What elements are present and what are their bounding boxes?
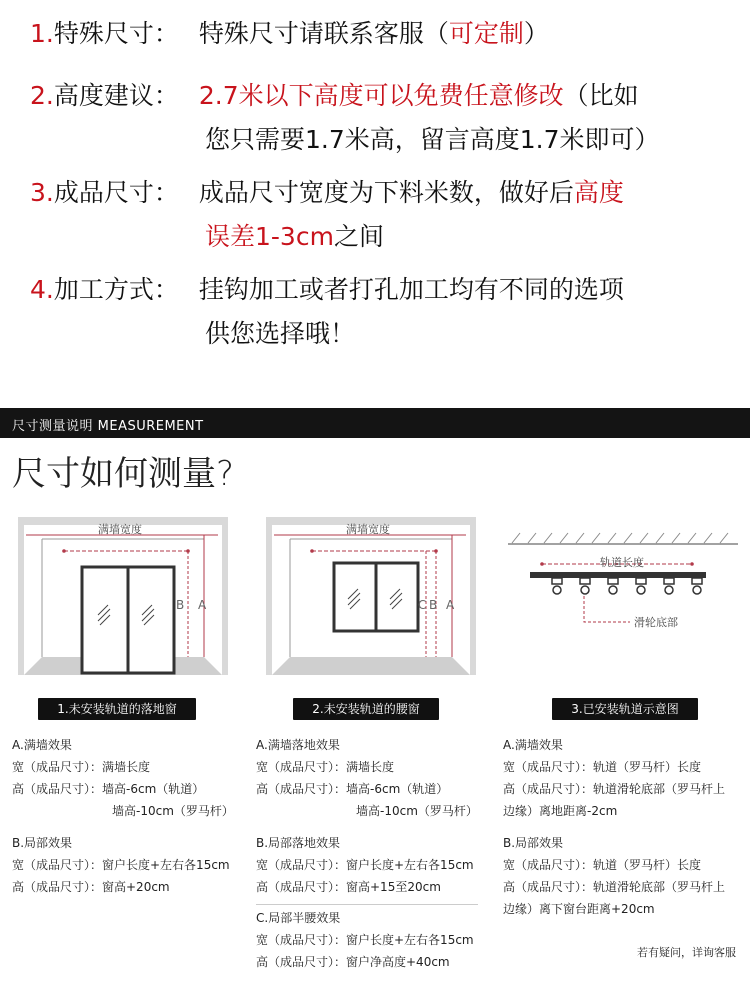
diagram-installed-track [508,530,738,640]
spec-line: 边缘）离下窗台距离+20cm [503,902,655,916]
note-text-segment: （比如 [563,81,639,110]
measurement-title: 尺寸如何测量? [12,454,235,494]
group-heading: B.局部效果 [503,836,564,850]
spec-line: 高（成品尺寸）：墙高-6cm（轨道） [256,782,449,796]
note-number: 3. [30,178,54,207]
group-heading: C.局部半腰效果 [256,911,341,925]
note-text-line2 [205,118,660,162]
dimension-c-label: C [418,598,427,612]
spec-line: 高（成品尺寸）：窗户净高度+40cm [256,955,450,969]
caption-installed-track: 3.已安装轨道示意图 [552,698,698,720]
note-text-segment: 可定制 [448,19,524,48]
group-full-wall-floor [256,734,496,822]
spec-line: 宽（成品尺寸）：满墙长度 [12,760,151,774]
spec-line: 宽（成品尺寸）：满墙长度 [256,760,395,774]
dimension-a-label: A [198,598,207,612]
wall-width-label: 满墙宽度 [346,523,390,536]
pulley-bottom-label: 滑轮底部 [634,616,678,629]
note-number: 4. [30,275,54,304]
spec-line: 宽（成品尺寸）：窗户长度+左右各15cm [12,858,230,872]
group-heading: A.满墙效果 [12,738,72,752]
note-text-segment: 成品尺寸宽度为下料米数，做好后 [198,178,574,207]
column-floor-window [12,734,252,898]
note-text-segment: 供您选择哦！ [205,319,356,348]
group-partial-floor [256,832,496,898]
spec-line: 宽（成品尺寸）：轨道（罗马杆）长度 [503,760,702,774]
diagram-half-window [266,515,476,695]
note-text-segment: 误差1-3cm [205,222,334,251]
spec-line: 高（成品尺寸）：墙高-6cm（轨道） [12,782,205,796]
note-text [199,178,624,207]
note-label: 特殊尺寸： [53,19,179,48]
group-full-wall [12,734,252,822]
note-text-segment: ） [523,19,549,48]
note-text-segment: 高度 [573,178,624,207]
note-label: 成品尺寸： [53,178,179,207]
group-partial-half [256,904,478,973]
dimension-a-label: A [446,598,455,612]
note-text-segment: 2.7米以下高度可以免费任意修改 [198,81,564,110]
note-number: 1. [30,19,54,48]
note-1 [30,12,549,56]
dimension-b-label: B [429,598,438,612]
spec-line: 高（成品尺寸）：窗高+20cm [12,880,170,894]
spec-line: 宽（成品尺寸）：窗户长度+左右各15cm [256,933,474,947]
footer-contact-note: 若有疑问，详询客服 [637,946,736,959]
spec-line: 边缘）离地距离-2cm [503,804,618,818]
note-2 [30,74,660,154]
note-4 [30,268,624,348]
spec-line: 宽（成品尺寸）：轨道（罗马杆）长度 [503,858,702,872]
caption-floor-window: 1.未安装轨道的落地窗 [38,698,196,720]
note-3 [30,171,624,251]
column-installed-track [503,734,743,920]
note-text-segment: 之间 [333,222,384,251]
diagram-floor-window [18,515,228,695]
note-number: 2. [30,81,54,110]
group-heading: B.局部落地效果 [256,836,341,850]
spec-line: 墙高-10cm（罗马杆） [112,804,234,818]
note-label: 加工方式： [53,275,179,304]
note-text-segment: 特殊尺寸请联系客服（ [198,19,449,48]
group-heading: A.满墙效果 [503,738,563,752]
measurement-header-bar [0,408,750,438]
note-text-line2 [205,312,355,356]
note-text-segment: 您只需要1.7米高，留言高度1.7米即可） [205,125,660,154]
note-text-line2 [205,215,384,259]
group-heading: B.局部效果 [12,836,73,850]
spec-line: 墙高-10cm（罗马杆） [356,804,478,818]
group-partial [12,832,252,898]
note-text [199,19,549,48]
group-heading: A.满墙落地效果 [256,738,340,752]
group-partial [503,832,743,920]
caption-half-window: 2.未安装轨道的腰窗 [293,698,439,720]
note-text [199,275,624,304]
dimension-b-label: B [176,598,185,612]
group-full-wall [503,734,743,822]
note-text [199,81,639,110]
note-text-segment: 挂钩加工或者打孔加工均有不同的选项 [198,275,624,304]
wall-width-label: 满墙宽度 [98,523,142,536]
spec-line: 宽（成品尺寸）：窗户长度+左右各15cm [256,858,474,872]
track-length-label: 轨道长度 [600,556,644,569]
spec-line: 高（成品尺寸）：窗高+15至20cm [256,880,441,894]
spec-line: 高（成品尺寸）：轨道滑轮底部（罗马杆上 [503,782,726,796]
note-label: 高度建议： [53,81,179,110]
measurement-bar-title: 尺寸测量说明 MEASUREMENT [12,419,204,434]
spec-line: 高（成品尺寸）：轨道滑轮底部（罗马杆上 [503,880,726,894]
column-half-window [256,734,496,973]
